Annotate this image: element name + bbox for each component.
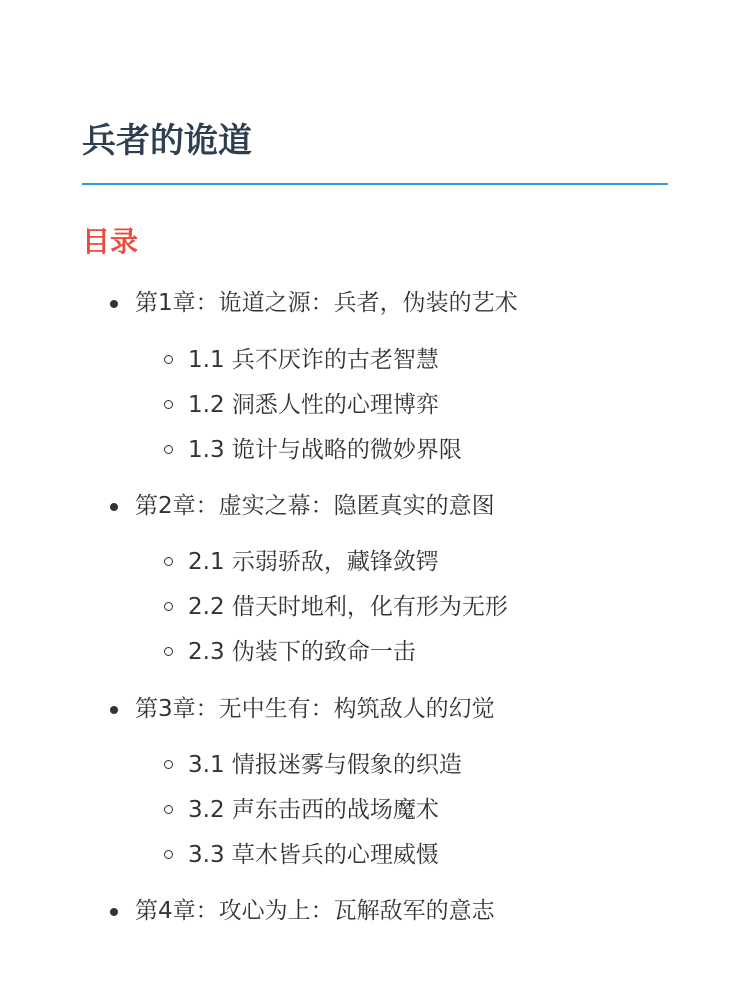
section-title: 2.1 示弱骄敌，藏锋敛锷	[188, 549, 439, 575]
section-title: 1.2 洞悉人性的心理博弈	[188, 392, 439, 418]
section-title: 3.1 情报迷雾与假象的织造	[188, 752, 462, 778]
hollow-bullet-icon	[164, 557, 173, 566]
chapter-title: 第1章：诡道之源：兵者，伪装的艺术	[135, 290, 518, 316]
title-divider	[82, 183, 668, 185]
filled-bullet-icon	[110, 908, 118, 916]
section-title: 1.3 诡计与战略的微妙界限	[188, 437, 462, 463]
toc-section-2-3	[0, 632, 750, 672]
toc-chapter-1	[0, 283, 750, 323]
toc-section-2-1	[0, 542, 750, 582]
chapter-row	[0, 486, 750, 526]
filled-bullet-icon	[110, 503, 118, 511]
toc-section-3-2	[0, 790, 750, 830]
toc-section-3-1	[0, 745, 750, 785]
hollow-bullet-icon	[164, 760, 173, 769]
hollow-bullet-icon	[164, 850, 173, 859]
toc-chapter-4	[0, 891, 750, 931]
chapter-row	[0, 689, 750, 729]
filled-bullet-icon	[110, 706, 118, 714]
section-title: 2.3 伪装下的致命一击	[188, 639, 416, 665]
hollow-bullet-icon	[164, 602, 173, 611]
filled-bullet-icon	[110, 300, 118, 308]
section-title: 1.1 兵不厌诈的古老智慧	[188, 347, 439, 373]
chapter-title: 第3章：无中生有：构筑敌人的幻觉	[135, 696, 495, 722]
toc-section-1-3	[0, 430, 750, 470]
hollow-bullet-icon	[164, 647, 173, 656]
chapter-row	[0, 891, 750, 931]
hollow-bullet-icon	[164, 355, 173, 364]
section-title: 3.2 声东击西的战场魔术	[188, 797, 439, 823]
chapter-row	[0, 283, 750, 323]
section-title: 3.3 草木皆兵的心理威慑	[188, 842, 439, 868]
page-title: 兵者的诡道	[82, 121, 252, 161]
toc-chapter-3	[0, 689, 750, 729]
section-title: 2.2 借天时地利，化有形为无形	[188, 594, 508, 620]
hollow-bullet-icon	[164, 805, 173, 814]
toc-section-1-1	[0, 340, 750, 380]
hollow-bullet-icon	[164, 400, 173, 409]
chapter-title: 第2章：虚实之幕：隐匿真实的意图	[135, 493, 495, 519]
toc-heading: 目录	[82, 225, 139, 258]
hollow-bullet-icon	[164, 445, 173, 454]
toc-section-3-3	[0, 835, 750, 875]
toc-chapter-2	[0, 486, 750, 526]
chapter-title: 第4章：攻心为上：瓦解敌军的意志	[135, 898, 495, 924]
toc-section-2-2	[0, 587, 750, 627]
toc-section-1-2	[0, 385, 750, 425]
